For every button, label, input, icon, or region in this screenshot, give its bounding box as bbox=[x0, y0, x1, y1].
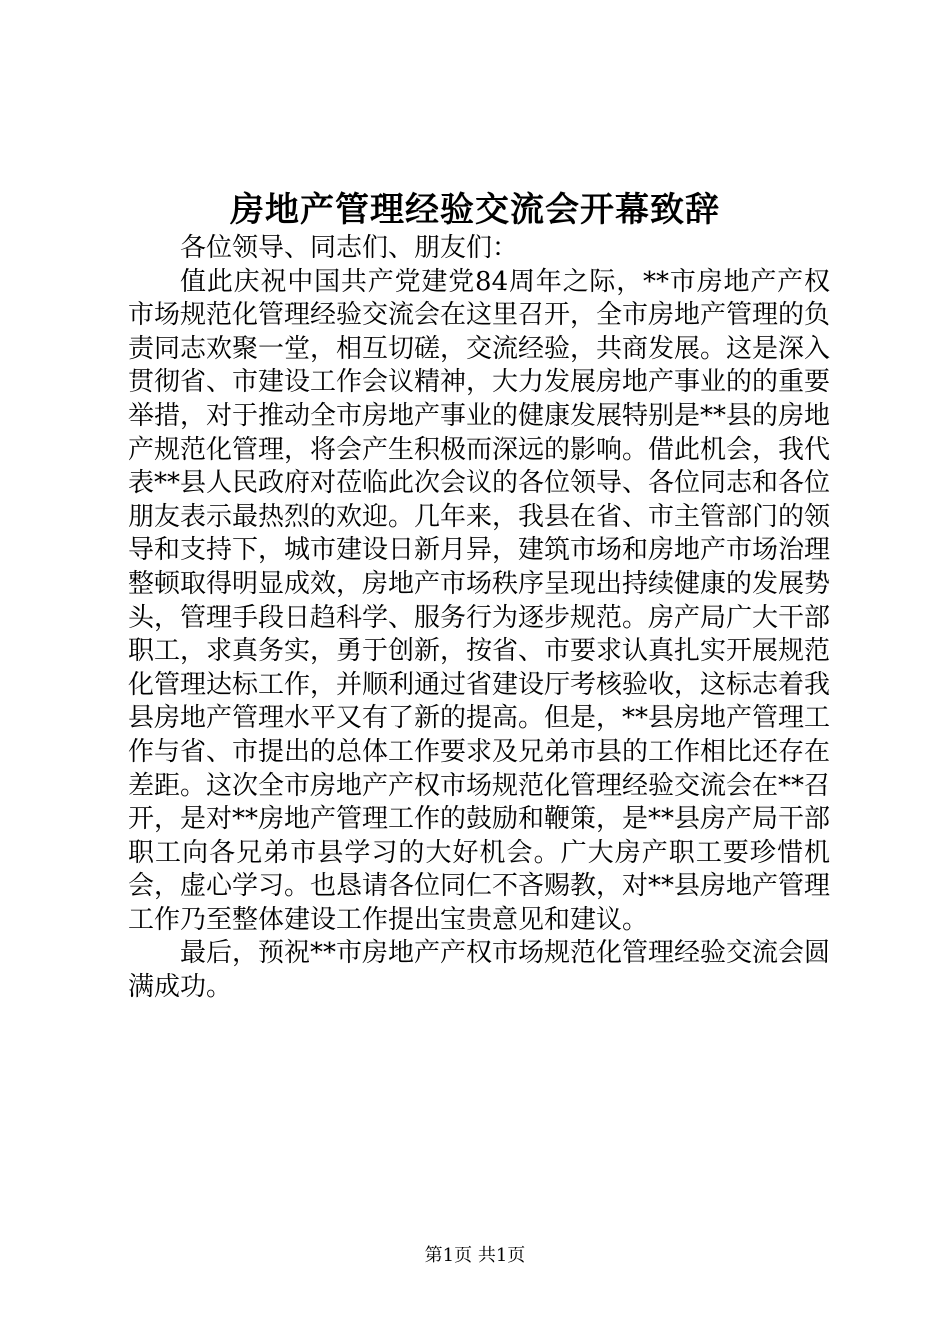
document-title: 房地产管理经验交流会开幕致辞 bbox=[230, 190, 720, 230]
closing-paragraph: 最后，预祝**市房地产产权市场规范化管理经验交流会圆满成功。 bbox=[128, 938, 831, 1003]
page-number-footer: 第1页 共1页 bbox=[424, 1245, 526, 1266]
salutation: 各位领导、同志们、朋友们： bbox=[180, 233, 519, 263]
body-paragraph: 值此庆祝中国共产党建党84周年之际，**市房地产产权市场规范化管理经验交流会在这里召开，全市房地产管理的负责同志欢聚一堂，相互切磋，交流经验，共商发展。这是深入贯彻省、市建设工作会议精神，大力发展房地产事业的的重要举措，对于推动全市房地产事业的健康发展特别是**县的房地产规范化管理，将会产生积极而深远的影响。借此机会，我代表**县人民政府对莅临此次会议的各位领导、各位同志和各位朋友表示最热烈的欢迎。几年来，我县在省、市主管部门的领导和支持下，城市建设日新月异，建筑市场和房地产市场治理整顿取得明显成效，房地产市场秩序呈现出持续健康的发展势头，管理手段日趋科学、服务行为逐步规范。房产局广大干部职工，求真务实，勇于创新，按省、市要求认真扎实开展规范化管理达标工作，并顺利通过省建设厅考核验收，这标志着我县房地产管理水平又有了新的提高。但是，**县房地产管理工作与省、市提出的总体工作要求及兄弟市县的工作相比还存在差距。这次全市房地产产权市场规范化管理经验交流会在**召开，是对**房地产管理工作的鼓励和鞭策，是**县房产局干部职工向各兄弟市县学习的大好机会。广大房产职工要珍惜机会，虚心学习。也恳请各位同仁不吝赐教，对**县房地产管理工作乃至整体建设工作提出宝贵意见和建议。 bbox=[128, 266, 831, 935]
document-body bbox=[128, 232, 830, 1005]
